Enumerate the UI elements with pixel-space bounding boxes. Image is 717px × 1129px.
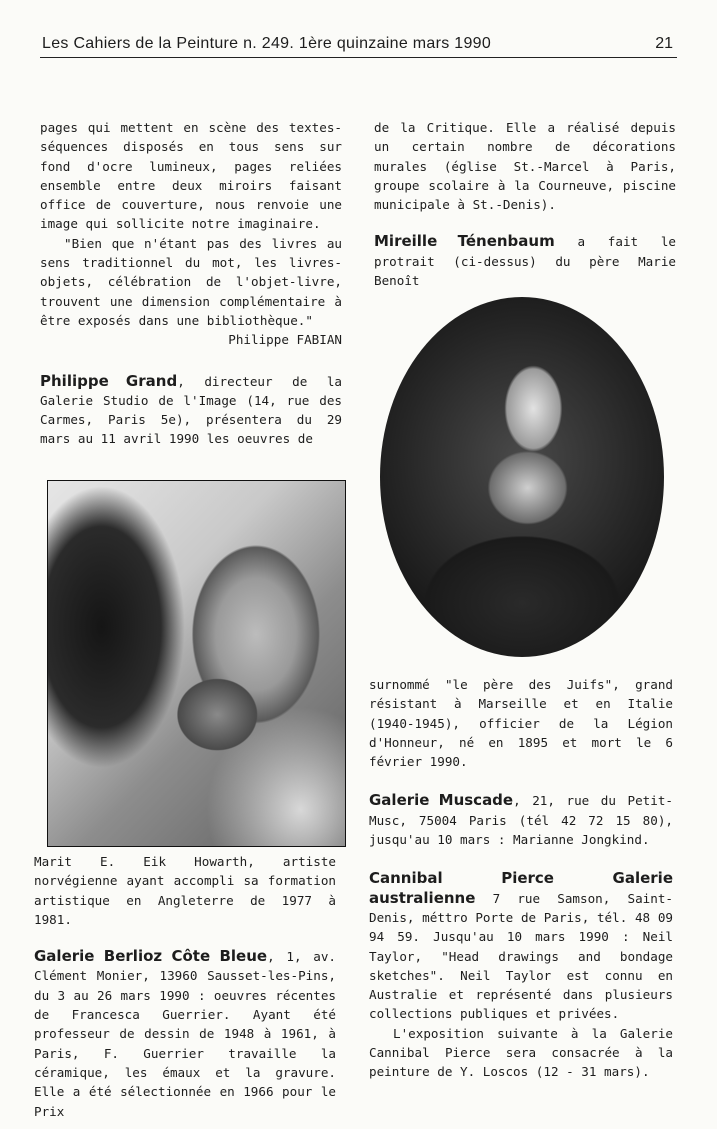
signature: Philippe FABIAN (228, 332, 342, 348)
right-paragraph-4: Galerie Muscade, 21, rue du Petit-Musc, 75004 Paris (tél 42 72 15 80), jusqu'au 10 mars : Marianne Jongkind. (369, 791, 673, 848)
photo-caption: Marit E. Eik Howarth, artiste norvégienne ayant accompli sa formation artistique en Angleterre de 1977 à 1981. (34, 854, 336, 927)
right-paragraph-5: Cannibal Pierce Galerie australienne 7 rue Samson, Saint-Denis, méttro Porte de Paris, tél. 48 09 94 59. Jusqu'au 10 mars 1990 : Neil Taylor, "Head drawings and bondage sketches". Neil Taylor est connu en Australie et représenté dans plusieurs collections publiques et privées. (369, 869, 673, 1022)
running-title: Les Cahiers de la Peinture n. 249. 1ère quinzaine mars 1990 (42, 35, 492, 52)
artist-photo (47, 480, 346, 847)
right-column-lower (369, 675, 673, 1082)
gallery-name-cannibal-pierce: Cannibal Pierce Galerie australienne (369, 869, 673, 907)
right-paragraph-1: de la Critique. Elle a réalisé depuis un certain nombre de décorations murales (église St.-Marcel à Paris, groupe scolaire à la Courneuve, piscine municipale à St.-Denis). (374, 120, 676, 213)
page-header (40, 33, 677, 58)
page-number: 21 (655, 35, 673, 52)
left-paragraph-4: Galerie Berlioz Côte Bleue, 1, av. Clément Monier, 13960 Sausset-les-Pins, du 3 au 26 mars 1990 : oeuvres récentes de Francesca Guerrier. Ayant été professeur de dessin de 1948 à 1961, à Paris, F. Guerrier travaille la céramique, les émaux et la gravure. Elle a été sélectionnée en 1966 pour le Prix (34, 947, 336, 1119)
right-paragraph-3: surnommé "le père des Juifs", grand résistant à Marseille et en Italie (1940-1945), officier de la Légion d'Honneur, né en 1895 et mort le 6 février 1990. (369, 677, 673, 770)
gallery-name-philippe-grand: Philippe Grand (40, 371, 178, 390)
left-column-lower (34, 852, 336, 1121)
left-column (40, 118, 342, 449)
left-paragraph-3: Philippe Grand, directeur de la Galerie Studio de l'Image (14, rue des Carmes, Paris 5e), présentera du 29 mars au 11 avril 1990 les oeuvres de (40, 371, 342, 447)
right-paragraph-6: L'exposition suivante à la Galerie Cannibal Pierce sera consacrée à la peinture de Y. Loscos (12 - 31 mars). (369, 1025, 673, 1080)
right-paragraph-2: Mireille Ténenbaum a fait le protrait (ci-dessus) du père Marie Benoît (374, 232, 677, 289)
gallery-name-muscade: Galerie Muscade (369, 791, 514, 810)
left-paragraph-1: pages qui mettent en scène des textes-séquences disposés en tous sens sur fond d'ocre lumineux, pages reliées ensemble entre deux miroirs faisant office de couverture, nous renvoie une image qui sollicite notre imaginaire. (40, 120, 342, 232)
artist-name-tenenbaum: Mireille Ténenbaum (374, 232, 555, 251)
portrait-painting (380, 297, 664, 657)
right-column (374, 118, 676, 290)
left-paragraph-2: "Bien que n'étant pas des livres au sens traditionnel du mot, les livres-objets, célébration de l'objet-livre, trouvent une dimension complémentaire à être exposés dans une bibliothèque." (40, 235, 342, 328)
gallery-name-berlioz: Galerie Berlioz Côte Bleue (34, 947, 268, 966)
